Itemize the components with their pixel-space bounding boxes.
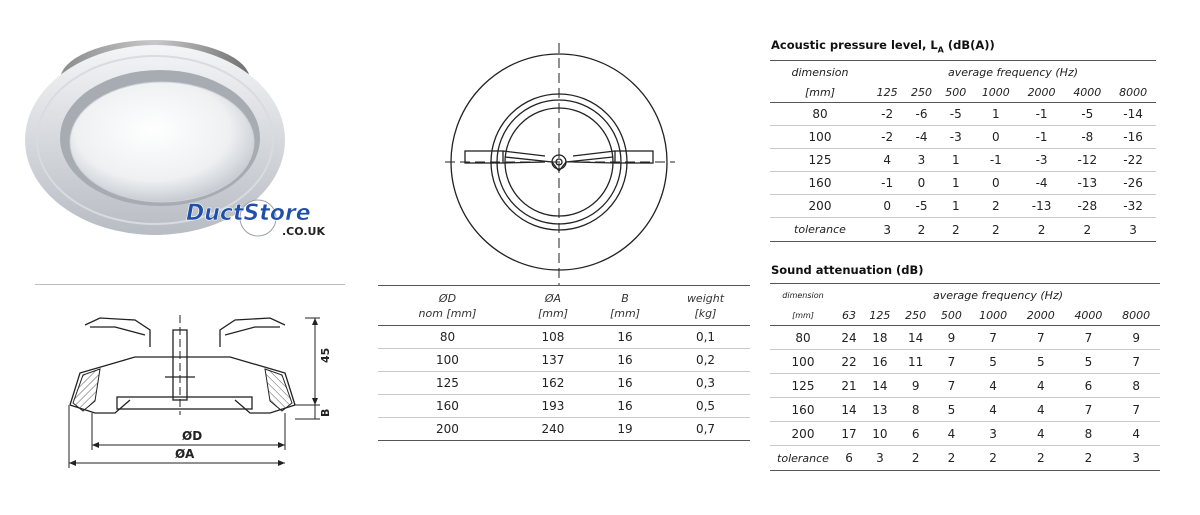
table-cell: 16 [589, 372, 661, 395]
table-cell: 0,3 [661, 372, 750, 395]
table-cell: 7 [969, 326, 1017, 350]
table-cell: 125 [378, 372, 517, 395]
frequency-header: 125 [870, 83, 904, 103]
table-row [770, 398, 1160, 422]
table-cell: 4 [1017, 422, 1065, 446]
table-cell: 100 [770, 350, 836, 374]
table-cell: 9 [1112, 326, 1160, 350]
svg-text:.CO.UK: .CO.UK [282, 225, 325, 238]
table-row [770, 326, 1160, 350]
table-cell: 2 [904, 218, 938, 242]
table-row [378, 372, 750, 395]
table-cell: 200 [770, 422, 836, 446]
table-cell: 17 [836, 422, 862, 446]
table-cell: 3 [1110, 218, 1156, 242]
table-cell: 3 [969, 422, 1017, 446]
table-cell: 5 [969, 350, 1017, 374]
table-cell: -6 [904, 103, 938, 126]
table-cell: 4 [1112, 422, 1160, 446]
table-cell: -1 [870, 172, 904, 195]
unit-label: [mm] [770, 83, 870, 103]
table-cell: 100 [378, 349, 517, 372]
table-cell: 137 [517, 349, 589, 372]
table-cell: 5 [934, 398, 970, 422]
frequency-header: 500 [934, 306, 970, 326]
frequency-header: 125 [862, 306, 898, 326]
label-od: ØD [182, 429, 203, 443]
table-cell: 16 [589, 395, 661, 418]
table-cell: 4 [1017, 398, 1065, 422]
table-cell: 5 [1017, 350, 1065, 374]
section-drawing [55, 305, 345, 475]
table-cell: 2 [1065, 446, 1113, 471]
table-cell: 6 [836, 446, 862, 471]
table-cell: 80 [770, 103, 870, 126]
table-cell: 6 [898, 422, 934, 446]
unit-label: [mm] [770, 306, 836, 326]
table-cell: -1 [973, 149, 1019, 172]
table-cell: 14 [862, 374, 898, 398]
table-cell: 3 [1112, 446, 1160, 471]
acoustic-title: Acoustic pressure level, $L_A$ (dB(A)) [771, 38, 995, 55]
table-cell: 18 [862, 326, 898, 350]
table-cell: 16 [589, 326, 661, 349]
frequency-header: 250 [898, 306, 934, 326]
tolerance-row [770, 218, 1156, 242]
table-cell: -32 [1110, 195, 1156, 218]
table-cell: 2 [973, 218, 1019, 242]
frequency-header: 4000 [1064, 83, 1110, 103]
table-cell: 80 [378, 326, 517, 349]
table-cell: 6 [1065, 374, 1113, 398]
table-cell: -8 [1064, 126, 1110, 149]
svg-text:DuctStore: DuctStore [186, 201, 311, 226]
table-cell: 3 [904, 149, 938, 172]
table-cell: 3 [862, 446, 898, 471]
table-cell: 3 [870, 218, 904, 242]
table-cell: 2 [934, 446, 970, 471]
table-cell: 1 [939, 195, 973, 218]
table-cell: tolerance [770, 218, 870, 242]
table-cell: -5 [904, 195, 938, 218]
frequency-header: 2000 [1019, 83, 1065, 103]
table-cell: 240 [517, 418, 589, 441]
table-row [378, 418, 750, 441]
table-cell: 160 [378, 395, 517, 418]
table-cell: 2 [969, 446, 1017, 471]
table-cell: 162 [517, 372, 589, 395]
table-cell: -2 [870, 126, 904, 149]
table-cell: 2 [1064, 218, 1110, 242]
col-header: ØA [mm] [537, 291, 568, 320]
table-row [770, 149, 1156, 172]
table-cell: 0,5 [661, 395, 750, 418]
col-header: B [mm] [609, 291, 640, 320]
table-cell: -4 [1019, 172, 1065, 195]
table-row [770, 195, 1156, 218]
frequency-header: 250 [904, 83, 938, 103]
table-cell: 0,7 [661, 418, 750, 441]
table-cell: -1 [1019, 126, 1065, 149]
table-cell: 0 [870, 195, 904, 218]
frequency-header: 1000 [969, 306, 1017, 326]
table-cell: 24 [836, 326, 862, 350]
label-b: B [319, 408, 332, 417]
table-cell: -3 [939, 126, 973, 149]
table-cell: 14 [836, 398, 862, 422]
table-cell: 0,2 [661, 349, 750, 372]
table-cell: 2 [898, 446, 934, 471]
table-cell: 4 [934, 422, 970, 446]
frequency-label: average frequency (Hz) [836, 284, 1160, 307]
tolerance-row [770, 446, 1160, 471]
table-cell: 10 [862, 422, 898, 446]
frequency-header: 8000 [1112, 306, 1160, 326]
frequency-header: 8000 [1110, 83, 1156, 103]
table-cell: 1 [939, 172, 973, 195]
table-cell: 7 [934, 374, 970, 398]
table-row [378, 395, 750, 418]
table-cell: 2 [973, 195, 1019, 218]
table-cell: 4 [1017, 374, 1065, 398]
table-cell: 19 [589, 418, 661, 441]
table-cell: 160 [770, 398, 836, 422]
table-cell: 1 [973, 103, 1019, 126]
table-cell: 2 [939, 218, 973, 242]
table-cell: 0 [973, 172, 1019, 195]
dimension-table [378, 285, 750, 441]
table-cell: -26 [1110, 172, 1156, 195]
table-cell: 7 [1065, 398, 1113, 422]
table-cell: 13 [862, 398, 898, 422]
table-cell: -28 [1064, 195, 1110, 218]
table-row [770, 422, 1160, 446]
table-cell: 1 [939, 149, 973, 172]
table-cell: 200 [770, 195, 870, 218]
dimension-label: dimension [770, 284, 836, 307]
table-cell: 8 [898, 398, 934, 422]
front-view-drawing [440, 40, 680, 290]
ductstore-logo [186, 200, 325, 238]
table-row [770, 374, 1160, 398]
table-cell: 5 [1065, 350, 1113, 374]
table-cell: 2 [1017, 446, 1065, 471]
table-cell: 7 [1065, 326, 1113, 350]
acoustic-table [770, 60, 1156, 242]
table-cell: 22 [836, 350, 862, 374]
table-cell: -3 [1019, 149, 1065, 172]
product-photo [20, 20, 325, 250]
table-cell: 100 [770, 126, 870, 149]
table-cell: tolerance [770, 446, 836, 471]
frequency-header: 500 [939, 83, 973, 103]
label-45: 45 [319, 347, 332, 363]
table-cell: 16 [589, 349, 661, 372]
table-cell: -5 [939, 103, 973, 126]
table-cell: 0 [904, 172, 938, 195]
table-cell: 7 [1112, 398, 1160, 422]
table-cell: 125 [770, 374, 836, 398]
divider [35, 284, 345, 285]
table-cell: 8 [1112, 374, 1160, 398]
table-cell: -14 [1110, 103, 1156, 126]
frequency-header: 2000 [1017, 306, 1065, 326]
table-cell: -12 [1064, 149, 1110, 172]
table-cell: 193 [517, 395, 589, 418]
table-cell: -16 [1110, 126, 1156, 149]
frequency-label: average frequency (Hz) [870, 61, 1156, 84]
table-cell: 4 [969, 374, 1017, 398]
table-row [770, 126, 1156, 149]
col-header: weight [kg] [686, 291, 725, 320]
table-cell: -13 [1019, 195, 1065, 218]
table-cell: 14 [898, 326, 934, 350]
table-cell: 4 [969, 398, 1017, 422]
table-cell: -5 [1064, 103, 1110, 126]
col-header: ØD nom [mm] [418, 291, 477, 320]
table-row [770, 103, 1156, 126]
table-cell: 80 [770, 326, 836, 350]
table-row [770, 172, 1156, 195]
table-cell: 16 [862, 350, 898, 374]
table-cell: 160 [770, 172, 870, 195]
table-cell: -1 [1019, 103, 1065, 126]
attenuation-title: Sound attenuation (dB) [771, 263, 924, 277]
table-cell: 9 [898, 374, 934, 398]
table-row [770, 350, 1160, 374]
frequency-header: 63 [836, 306, 862, 326]
label-oa: ØA [175, 447, 195, 461]
table-cell: 11 [898, 350, 934, 374]
table-cell: 7 [1112, 350, 1160, 374]
table-cell: 200 [378, 418, 517, 441]
table-cell: 8 [1065, 422, 1113, 446]
table-cell: 0 [973, 126, 1019, 149]
table-cell: 0,1 [661, 326, 750, 349]
table-cell: -22 [1110, 149, 1156, 172]
table-cell: 108 [517, 326, 589, 349]
table-cell: 7 [934, 350, 970, 374]
table-cell: -4 [904, 126, 938, 149]
frequency-header: 4000 [1065, 306, 1113, 326]
table-cell: 7 [1017, 326, 1065, 350]
table-cell: 9 [934, 326, 970, 350]
table-cell: 125 [770, 149, 870, 172]
attenuation-table [770, 283, 1160, 471]
table-cell: -2 [870, 103, 904, 126]
table-row [378, 349, 750, 372]
table-cell: 2 [1019, 218, 1065, 242]
table-cell: -13 [1064, 172, 1110, 195]
table-cell: 21 [836, 374, 862, 398]
table-cell: 4 [870, 149, 904, 172]
frequency-header: 1000 [973, 83, 1019, 103]
table-row [378, 326, 750, 349]
dimension-label: dimension [770, 61, 870, 84]
